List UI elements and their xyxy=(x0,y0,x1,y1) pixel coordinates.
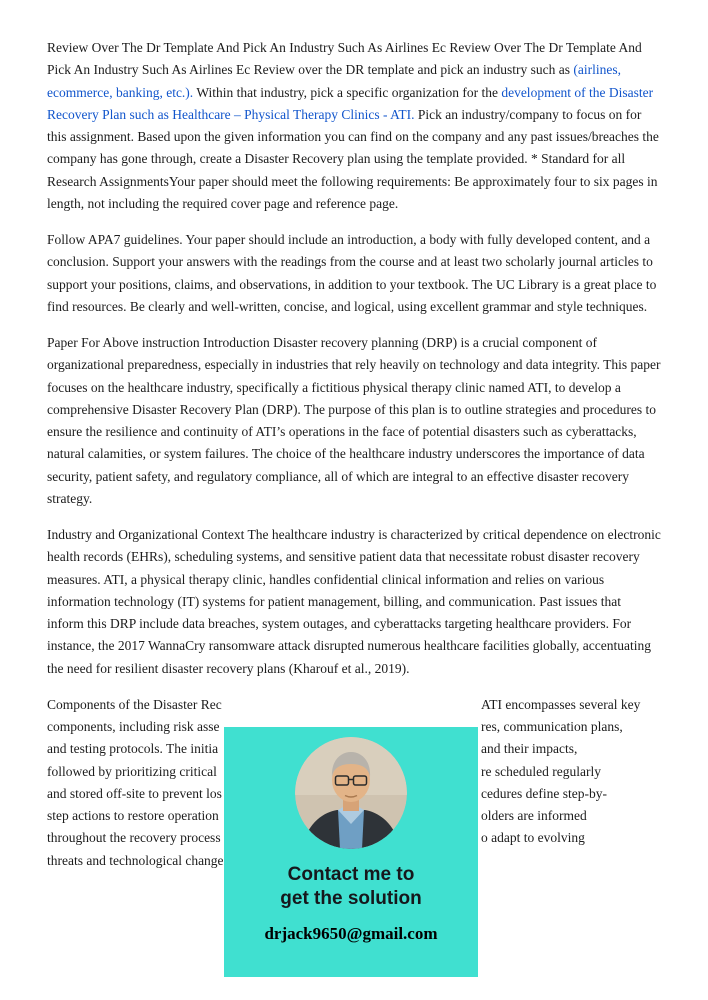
tutor-photo-icon xyxy=(295,737,407,849)
contact-cta-line1: Contact me to xyxy=(287,864,415,885)
split-line xyxy=(47,694,661,716)
contact-promo-overlay[interactable] xyxy=(224,727,478,977)
contact-cta xyxy=(280,863,421,911)
text-fragment-right: and their impacts, xyxy=(481,741,578,757)
tutor-avatar xyxy=(295,737,407,849)
paragraph xyxy=(47,229,661,318)
text-run: Paper For Above instruction Introduction Disaster recovery planning (DRP) is a crucial component of organizational preparedness, especially in industries that rely heavily on technology and data integrity. This paper focuses on the healthcare industry, specifically a fictitious physical therapy clinic named ATI, to develop a comprehensive Disaster Recovery Plan (DRP). The purpose of this plan is to outline strategies and procedures to ensure the resilience and continuity of ATI’s operations in the face of potential disasters such as cyberattacks, natural calamities, or system failures. The choice of the healthcare industry underscores the importance of data security, patient safety, and regulatory compliance, all of which are integral to an effective disaster recovery strategy. xyxy=(47,335,661,506)
text-fragment-right: olders are informed xyxy=(481,808,587,823)
text-run: Industry and Organizational Context The healthcare industry is characterized by critical dependence on electronic health records (EHRs), scheduling systems, and sensitive patient data that necessitate robust disaster recovery measures. ATI, a physical therapy clinic, handles confidential clinical information and relies on various information technology (IT) systems for patient management, billing, and communication. Past issues that inform this DRP include data breaches, system outages, and cyberattacks targeting healthcare providers. For instance, the 2017 WannaCry ransomware attack disrupted numerous healthcare facilities globally, accentuating the need for resilient disaster recovery plans (Kharouf et al., 2019). xyxy=(47,527,661,676)
text-run: Follow APA7 guidelines. Your paper should include an introduction, a body with fully developed content, and a conclusion. Support your answers with the readings from the course and at least two scholarly journal articles to support your positions, claims, and observations, in addition to your textbook. The UC Library is a great place to find resources. Be clearly and well-written, concise, and logical, using excellent grammar and style techniques. xyxy=(47,232,657,314)
text-fragment-left: followed by prioritizing critical xyxy=(47,763,217,779)
text-fragment-right: res, communication plans, xyxy=(481,719,623,734)
hyperlink-text[interactable]: development of the Disaster Recovery Plan such as Healthcare – Physical Therapy Clinics - ATI. xyxy=(47,84,654,122)
paragraph xyxy=(47,37,661,215)
text-fragment-right: ATI encompasses several key xyxy=(481,696,641,712)
paragraph xyxy=(47,332,661,510)
text-run: Pick an industry/company to focus on for this assignment. Based upon the given information you can find on the company and any past issues/breaches the company has gone through, create a Disaster Recovery plan using the template provided. * Standard for all Research AssignmentsYour paper should meet the following requirements: Be approximately four to six pages in length, not including the required cover page and reference page. xyxy=(47,106,659,211)
text-fragment-right: o adapt to evolving xyxy=(481,830,585,846)
text-fragment-left: Components of the Disaster Rec xyxy=(47,696,222,712)
text-fragment-left: and testing protocols. The initia xyxy=(47,741,219,757)
document-paragraphs xyxy=(47,37,661,680)
contact-email: drjack9650@gmail.com xyxy=(264,924,438,943)
hyperlink-text[interactable]: (airlines, ecommerce, banking, etc.). xyxy=(47,62,622,100)
text-fragment-left: components, including risk asse xyxy=(47,719,220,734)
text-fragment-left: throughout the recovery process xyxy=(47,830,221,846)
paragraph xyxy=(47,524,661,680)
text-run: Within that industry, pick a specific organization for the xyxy=(193,84,502,100)
text-run: Review Over The Dr Template And Pick An Industry Such As Airlines Ec Review Over The Dr Template And Pick An Industry Such As Airlines Ec Review over the DR template and pick an industry such as xyxy=(47,40,642,78)
text-fragment-left: step actions to restore operation xyxy=(47,808,219,823)
text-fragment-left: threats and technological change xyxy=(47,852,224,868)
text-fragment-right: cedures define step-by- xyxy=(481,785,607,801)
text-fragment-left: and stored off-site to prevent los xyxy=(47,785,222,801)
text-fragment-right: re scheduled regularly xyxy=(481,763,601,779)
contact-cta-line2: get the solution xyxy=(280,888,422,909)
